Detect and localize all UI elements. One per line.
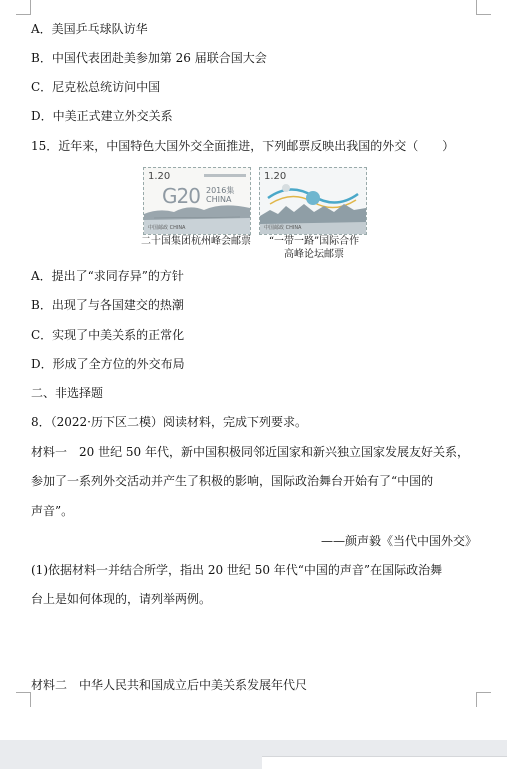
next-page-edge xyxy=(262,756,507,769)
g20-logo-text: G20 xyxy=(162,184,200,208)
g20-year-text: 2016集 CHINA xyxy=(206,186,235,204)
stamp-denomination: 1.20 xyxy=(148,171,171,182)
stamp-brand: 中国邮政 CHINA xyxy=(264,225,302,231)
section-heading: 二、非选择题 xyxy=(31,386,104,400)
question-8: 8．（2022·历下区二模）阅读材料，完成下列要求。 xyxy=(31,415,307,429)
option-a: A．美国乒乓球队访华 xyxy=(31,22,148,36)
material-1-line-1: 材料一 20 世纪 50 年代，新中国积极同邻近国家和新兴独立国家发展友好关系， xyxy=(31,445,469,459)
question-15: 15．近年来，中国特色大国外交全面推进，下列邮票反映出我国的外交（ ） xyxy=(31,139,455,153)
stamp-caption-g20: 二十国集团杭州峰会邮票 xyxy=(141,236,251,247)
belt-road-stamp-image xyxy=(259,167,367,235)
page-corner-mark xyxy=(16,0,31,15)
stamp-caption-belt-road: “一带一路”国际合作 高峰论坛邮票 xyxy=(268,236,360,260)
answer-option-d: D．形成了全方位的外交布局 xyxy=(31,357,185,371)
answer-option-b: B．出现了与各国建交的热潮 xyxy=(31,298,184,312)
material-1-line-3: 声音”。 xyxy=(31,504,74,518)
answer-option-c: C．实现了中美关系的正常化 xyxy=(31,328,185,342)
material-1-line-2: 参加了一系列外交活动并产生了积极的影响，国际政治舞台开始有了“中国的 xyxy=(31,474,434,488)
material-2-title: 材料二 中华人民共和国成立后中美关系发展年代尺 xyxy=(31,678,308,692)
page-corner-mark xyxy=(16,692,31,707)
option-c: C．尼克松总统访问中国 xyxy=(31,80,161,94)
option-b: B．中国代表团赴美参加第 26 届联合国大会 xyxy=(31,51,267,65)
stamp-brand: 中国邮政 CHINA xyxy=(148,225,186,231)
stamp-denomination: 1.20 xyxy=(264,171,287,182)
material-source: ——颜声毅《当代中国外交》 xyxy=(320,534,477,548)
g20-stamp-image xyxy=(143,167,251,235)
answer-option-a: A．提出了“求同存异”的方针 xyxy=(31,269,184,283)
page-corner-mark xyxy=(476,692,491,707)
sub-question-1-line-1: (1)依据材料一并结合所学，指出 20 世纪 50 年代“中国的声音”在国际政治舞 xyxy=(31,563,443,577)
option-d: D．中美正式建立外交关系 xyxy=(31,109,173,123)
sub-question-1-line-2: 台上是如何体现的，请列举两例。 xyxy=(31,592,212,606)
page-corner-mark xyxy=(476,0,491,15)
